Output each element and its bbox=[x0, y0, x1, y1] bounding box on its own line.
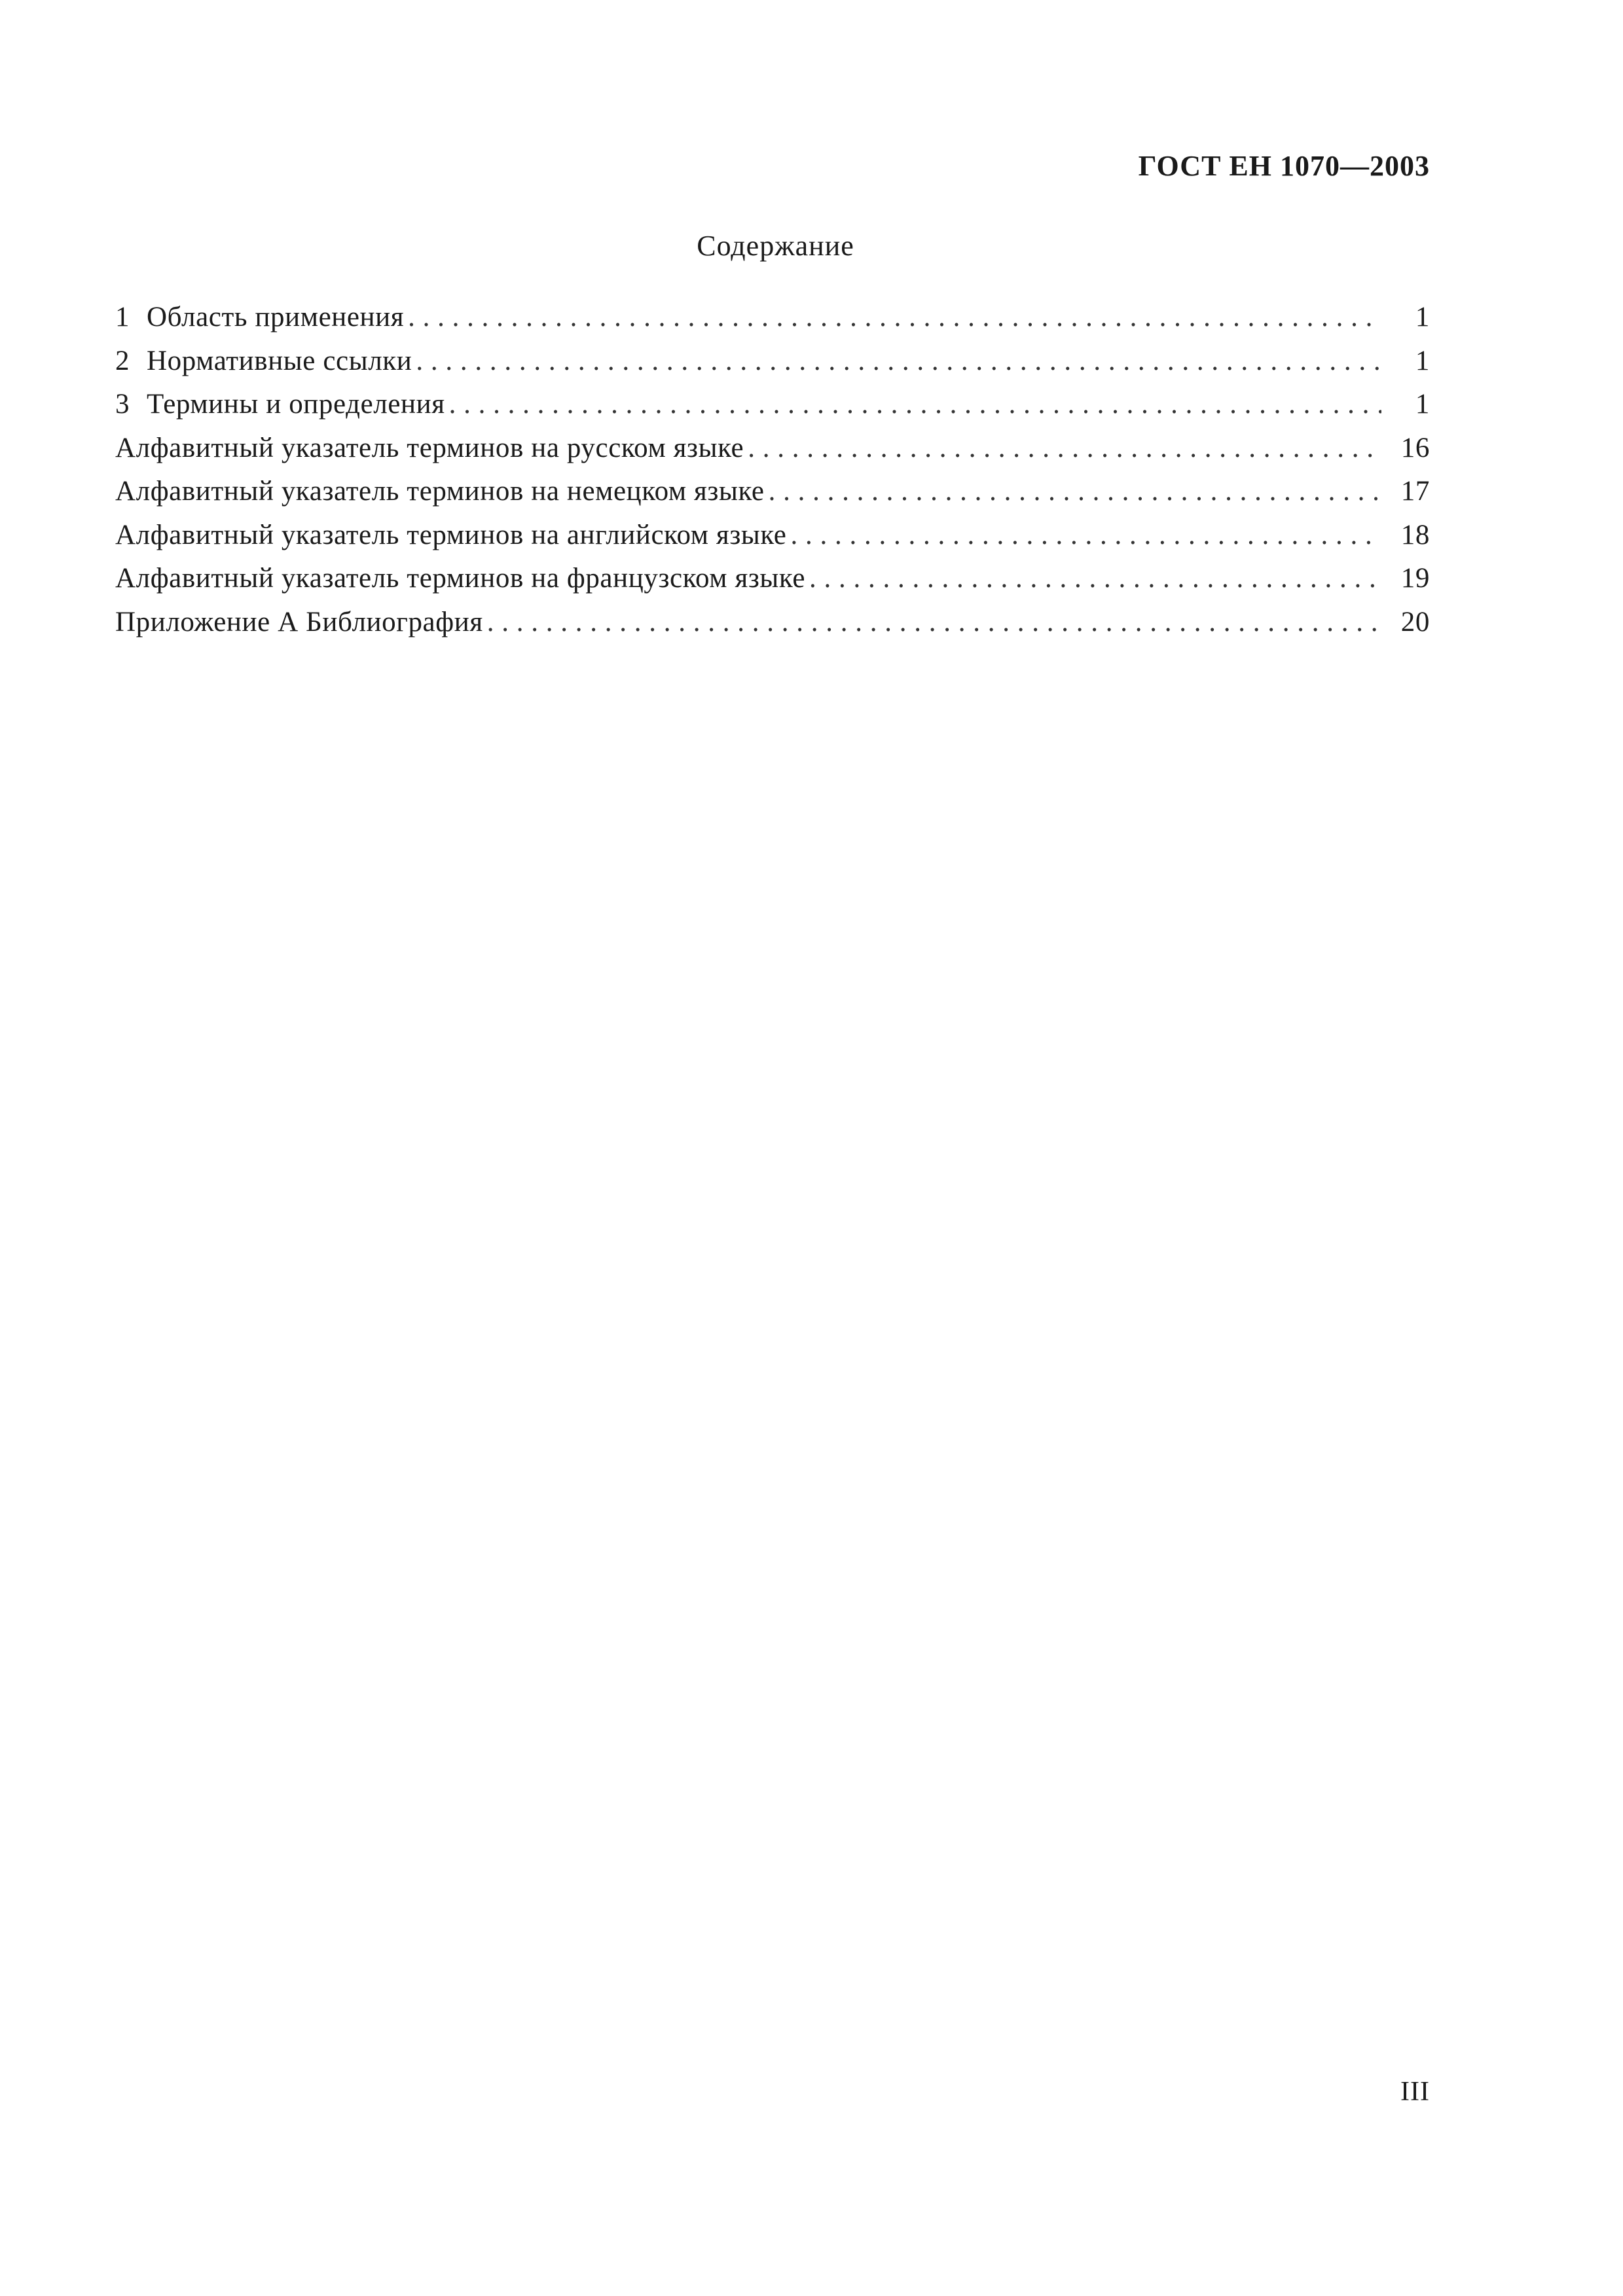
toc-entry[interactable] bbox=[115, 557, 1430, 601]
page-number: III bbox=[1400, 2077, 1430, 2107]
toc-entry-label: Область применения bbox=[147, 302, 405, 332]
toc-dot-leader bbox=[416, 340, 1381, 384]
table-of-contents bbox=[115, 296, 1430, 644]
toc-entry-page: 19 bbox=[1400, 563, 1430, 594]
toc-entry[interactable] bbox=[115, 296, 1430, 340]
toc-entry-page: 17 bbox=[1400, 476, 1430, 507]
toc-entry[interactable] bbox=[115, 514, 1430, 558]
toc-dot-leader bbox=[487, 601, 1381, 645]
toc-entry[interactable] bbox=[115, 340, 1430, 384]
toc-entry-page: 20 bbox=[1400, 606, 1430, 637]
toc-dot-leader bbox=[809, 557, 1381, 601]
toc-dot-leader bbox=[408, 296, 1381, 340]
toc-entry-number: 1 bbox=[115, 302, 130, 332]
toc-entry-label: Приложение А Библиография bbox=[115, 606, 483, 637]
toc-dot-leader bbox=[449, 383, 1381, 427]
toc-dot-leader bbox=[791, 514, 1382, 558]
toc-entry-label: Алфавитный указатель терминов на немецком языке bbox=[115, 476, 765, 507]
toc-entry-page: 1 bbox=[1415, 389, 1430, 420]
toc-dot-leader bbox=[769, 470, 1381, 514]
toc-entry-page: 1 bbox=[1415, 345, 1430, 376]
toc-entry[interactable] bbox=[115, 470, 1430, 514]
toc-entry[interactable] bbox=[115, 427, 1430, 471]
toc-entry-page: 16 bbox=[1400, 432, 1430, 463]
toc-entry-label: Алфавитный указатель терминов на английском языке bbox=[115, 519, 787, 550]
toc-entry[interactable] bbox=[115, 601, 1430, 645]
toc-entry-page: 18 bbox=[1400, 519, 1430, 550]
toc-entry[interactable] bbox=[115, 383, 1430, 427]
document-code: ГОСТ ЕН 1070—2003 bbox=[1138, 150, 1430, 182]
toc-entry-page: 1 bbox=[1415, 302, 1430, 332]
toc-entry-label: Термины и определения bbox=[147, 389, 445, 420]
toc-entry-label: Нормативные ссылки bbox=[147, 345, 412, 376]
toc-entry-number: 2 bbox=[115, 345, 130, 376]
toc-entry-number: 3 bbox=[115, 389, 130, 420]
toc-entry-label: Алфавитный указатель терминов на русском языке bbox=[115, 432, 744, 463]
toc-entry-label: Алфавитный указатель терминов на французском языке bbox=[115, 563, 806, 594]
toc-title: Содержание bbox=[697, 230, 854, 262]
toc-dot-leader bbox=[748, 427, 1381, 471]
